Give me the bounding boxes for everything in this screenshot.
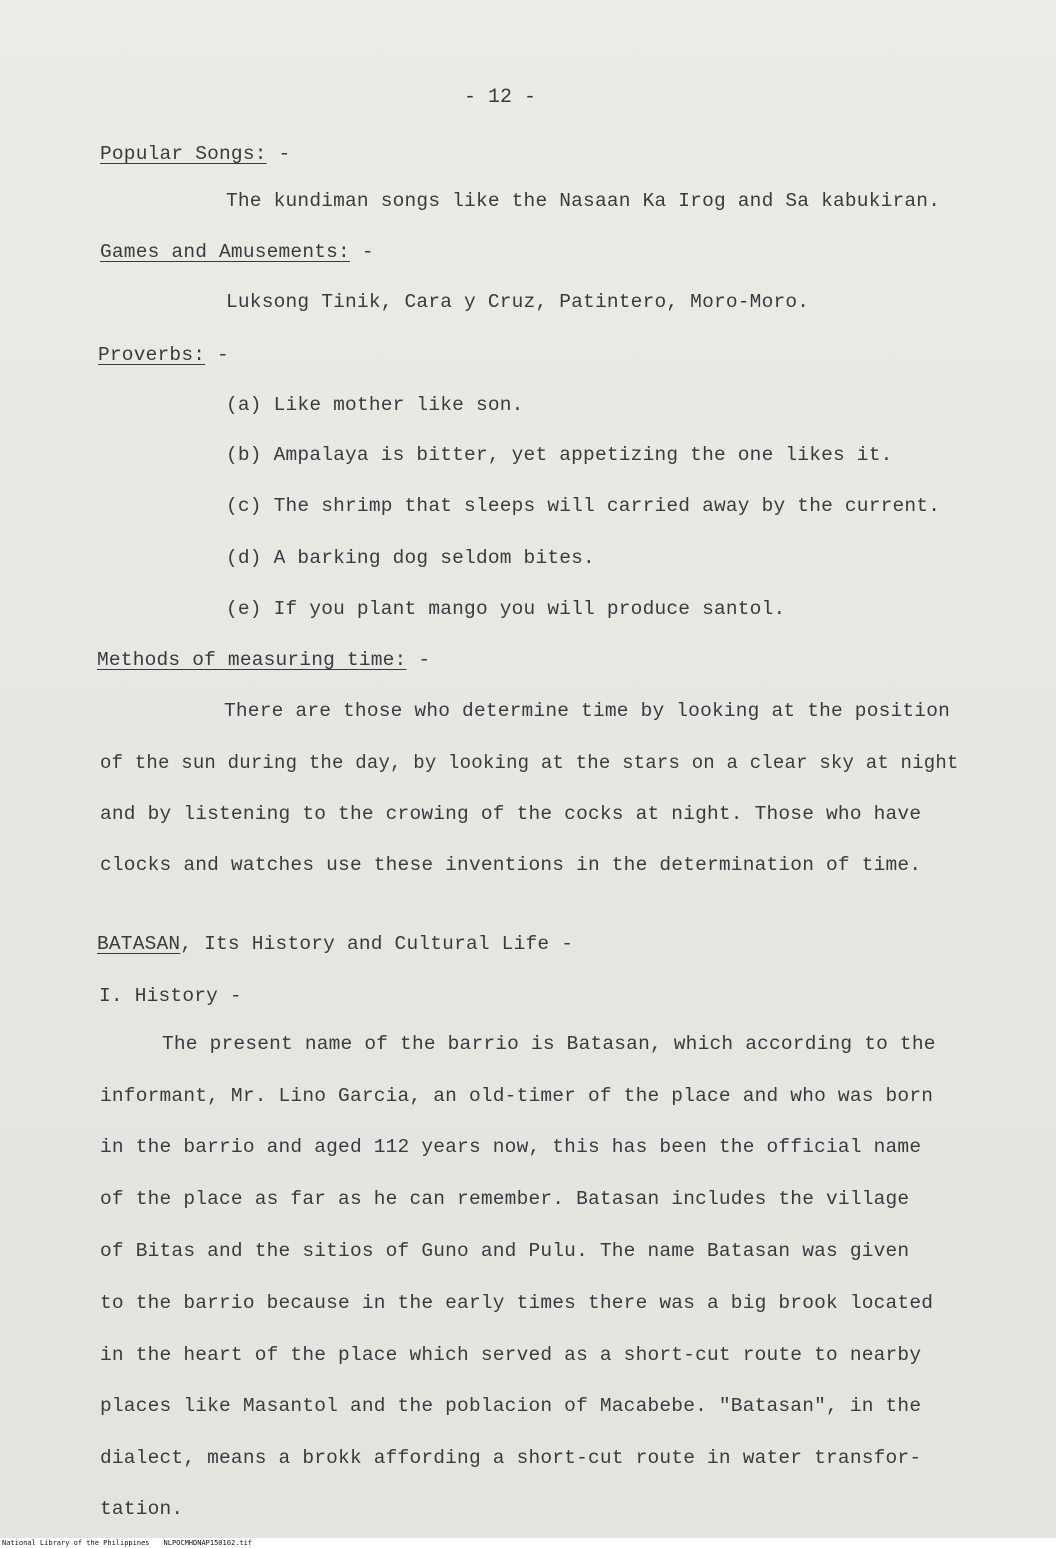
history-paragraph-line: tation. xyxy=(100,1498,184,1520)
games-text: Luksong Tinik, Cara y Cruz, Patintero, Moro-Moro. xyxy=(226,291,810,313)
proverbs-heading-line xyxy=(98,343,229,367)
history-paragraph-line: of Bitas and the sitios of Guno and Pulu. The name Batasan was given xyxy=(100,1240,910,1262)
archive-footer xyxy=(0,1538,1056,1548)
proverbs-heading: Proverbs: xyxy=(98,344,206,366)
methods-paragraph-line: clocks and watches use these inventions in the determination of time. xyxy=(100,854,922,876)
proverb-item: (c) The shrimp that sleeps will carried away by the current. xyxy=(226,495,941,517)
history-paragraph-line: in the barrio and aged 112 years now, this has been the official name xyxy=(100,1136,922,1158)
methods-heading: Methods of measuring time: xyxy=(97,649,407,671)
history-paragraph-line: to the barrio because in the early times there was a big brook located xyxy=(100,1292,934,1314)
proverb-item: (e) If you plant mango you will produce santol. xyxy=(226,598,786,620)
methods-paragraph-line: There are those who determine time by looking at the position xyxy=(224,700,951,722)
batasan-heading-line xyxy=(97,932,573,956)
methods-paragraph-line: of the sun during the day, by looking at the stars on a clear sky at night xyxy=(100,752,959,774)
methods-paragraph-line: and by listening to the crowing of the cocks at night. Those who have xyxy=(100,803,922,825)
history-paragraph-line: The present name of the barrio is Batasan, which according to the xyxy=(162,1033,936,1055)
games-heading: Games and Amusements: xyxy=(100,241,350,263)
games-heading-line xyxy=(100,240,374,264)
history-paragraph-line: in the heart of the place which served as a short-cut route to nearby xyxy=(100,1344,922,1366)
history-paragraph-line: places like Masantol and the poblacion of Macabebe. "Batasan", in the xyxy=(100,1395,922,1417)
popular-songs-dash: - xyxy=(266,143,291,165)
popular-songs-heading-line xyxy=(100,142,290,166)
batasan-heading-name: BATASAN xyxy=(97,933,181,955)
footer-library: National Library of the Philippines xyxy=(2,1539,150,1547)
proverb-item: (d) A barking dog seldom bites. xyxy=(226,547,595,569)
methods-heading-line xyxy=(97,648,430,672)
history-paragraph-line: dialect, means a brokk affording a short-cut route in water transfor- xyxy=(100,1447,922,1469)
history-paragraph-line: of the place as far as he can remember. Batasan includes the village xyxy=(100,1188,910,1210)
history-section-title: I. History - xyxy=(99,985,242,1007)
history-paragraph-line: informant, Mr. Lino Garcia, an old-timer of the place and who was born xyxy=(100,1085,934,1107)
proverb-item: (b) Ampalaya is bitter, yet appetizing the one likes it. xyxy=(226,444,893,466)
footer-file: NLPOCMHDNAP150102.tif xyxy=(163,1539,253,1547)
games-dash: - xyxy=(349,241,374,263)
popular-songs-heading: Popular Songs: xyxy=(100,143,267,165)
batasan-heading-rest: , Its History and Cultural Life - xyxy=(180,933,574,955)
proverb-item: (a) Like mother like son. xyxy=(226,394,524,416)
proverbs-dash: - xyxy=(205,344,229,366)
methods-dash: - xyxy=(406,649,431,671)
page-number: - 12 - xyxy=(464,86,537,109)
popular-songs-text: The kundiman songs like the Nasaan Ka Irog and Sa kabukiran. xyxy=(226,190,941,212)
